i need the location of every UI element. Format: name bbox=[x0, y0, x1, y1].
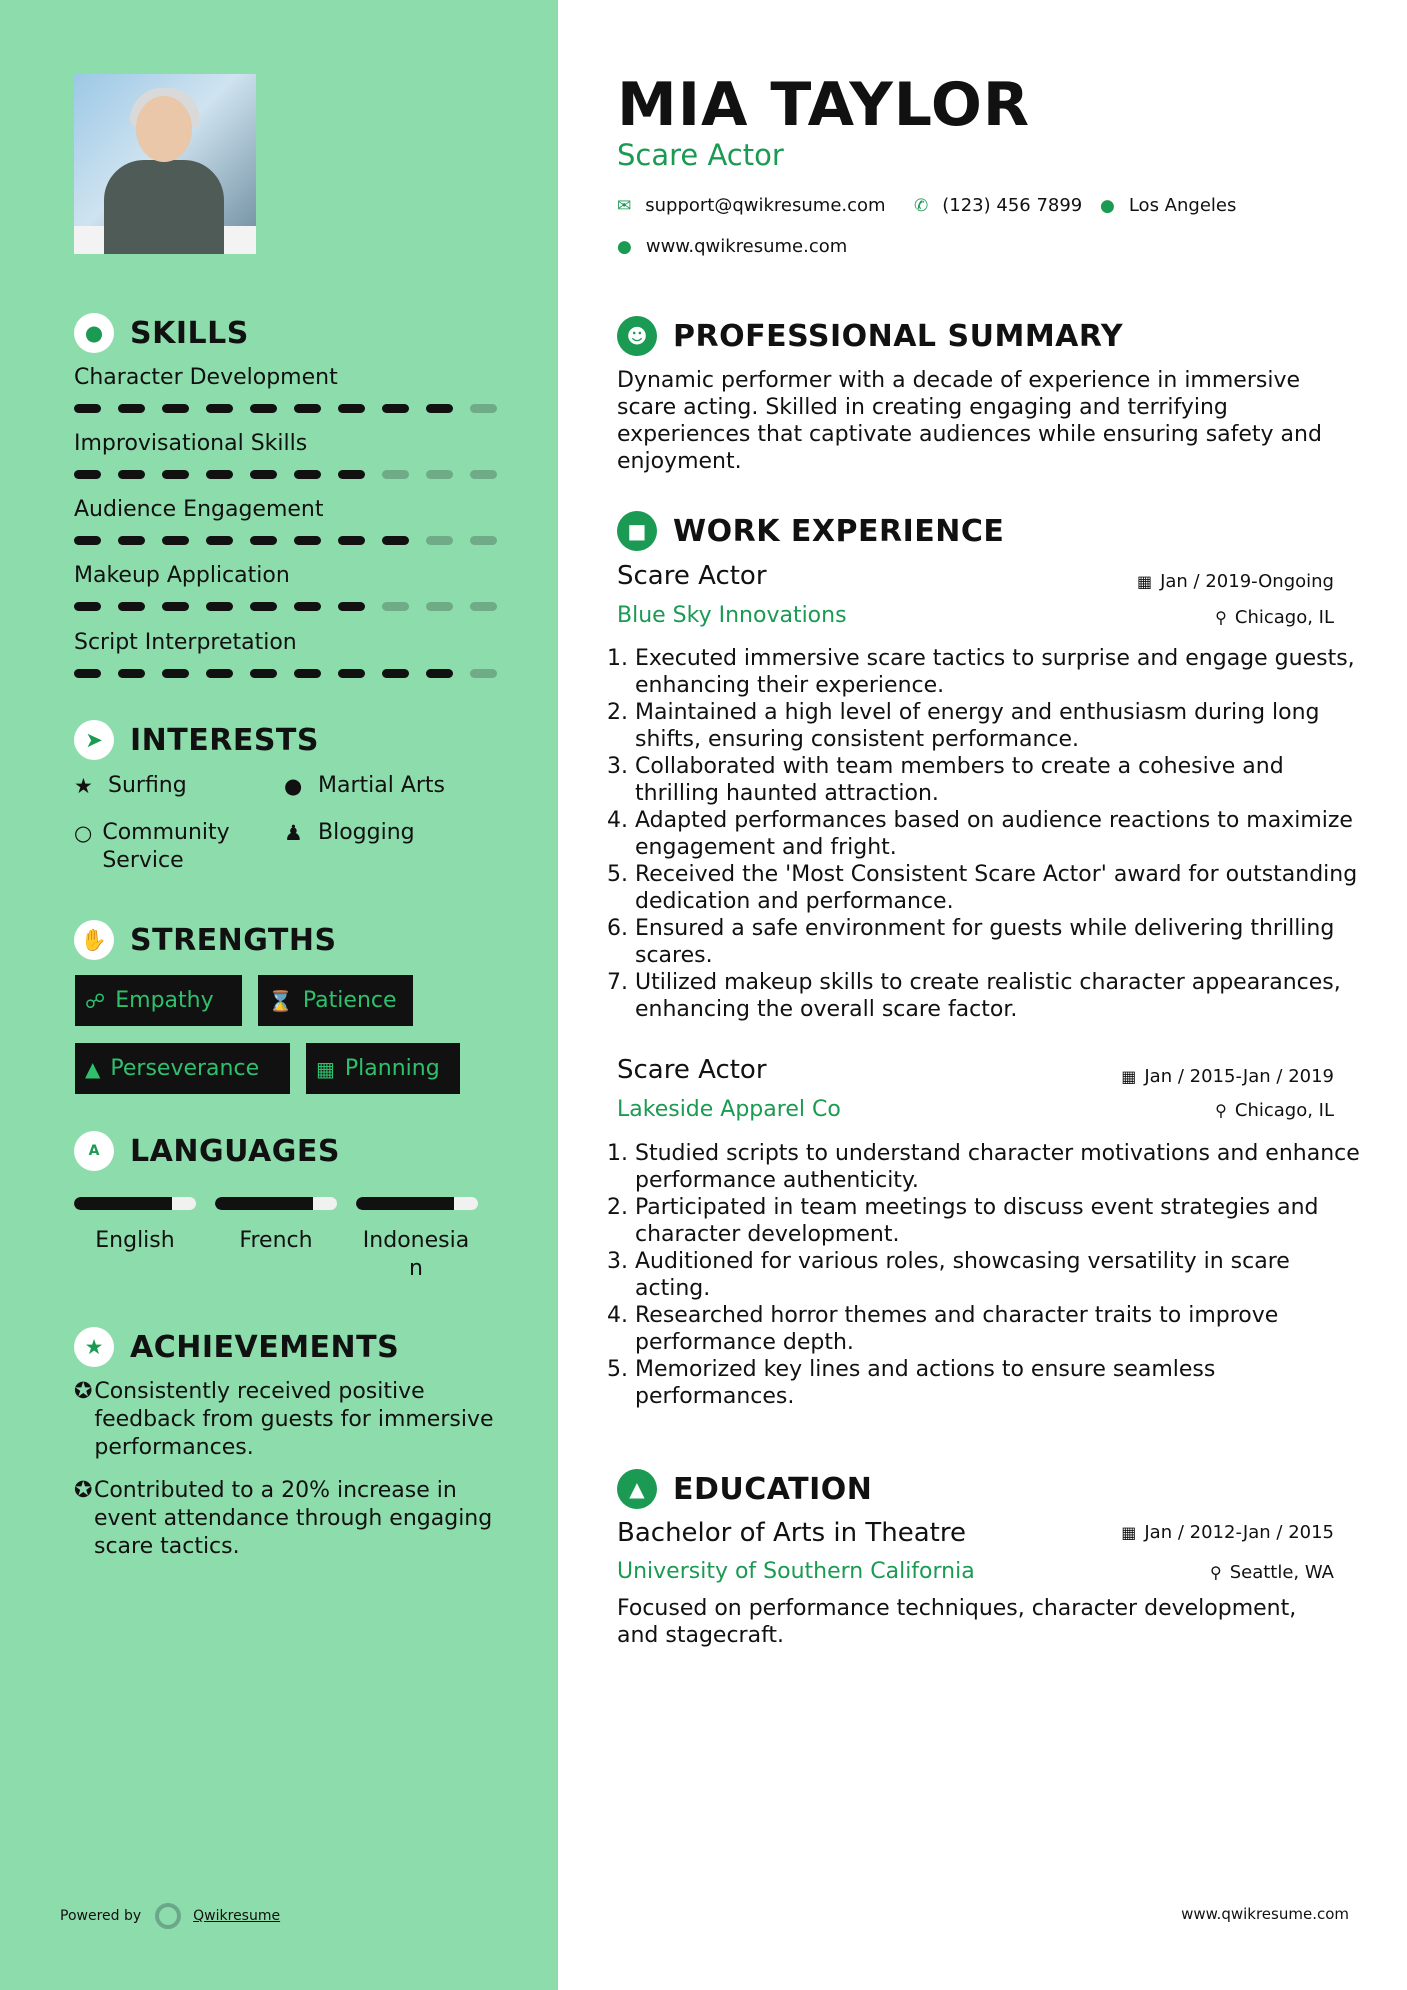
job-location: ⚲ Chicago, IL bbox=[1215, 607, 1334, 628]
language-name: English bbox=[95, 1228, 175, 1253]
skill-dash bbox=[294, 536, 321, 545]
skill-dash bbox=[162, 470, 189, 479]
summary-heading: ☻ PROFESSIONAL SUMMARY bbox=[617, 316, 1123, 356]
calendar-icon: ▦ bbox=[316, 1056, 335, 1081]
pushpin-icon: ⚲ bbox=[1209, 1563, 1222, 1582]
skill-dash bbox=[74, 404, 101, 413]
skill-dash bbox=[74, 536, 101, 545]
job-bullet: 3. Auditioned for various roles, showcasing versatility in scare acting. bbox=[635, 1248, 1363, 1302]
language-icon: A bbox=[74, 1131, 114, 1171]
phone-icon: ✆ bbox=[914, 195, 929, 216]
skill-dash bbox=[294, 602, 321, 611]
skill-dash bbox=[426, 404, 453, 413]
skill-dash bbox=[382, 404, 409, 413]
job-bullet: 4. Researched horror themes and character traits to improve performance depth. bbox=[635, 1302, 1363, 1356]
education-heading: ▲ EDUCATION bbox=[617, 1469, 872, 1509]
language-level-fill bbox=[356, 1197, 454, 1210]
skill-rating bbox=[74, 536, 504, 545]
job-bullet: 4. Adapted performances based on audience reactions to maximize engagement and fright. bbox=[635, 807, 1363, 861]
skill-dash bbox=[426, 669, 453, 678]
experience-heading: ■ WORK EXPERIENCE bbox=[617, 511, 1004, 551]
hand-icon: ○ bbox=[74, 821, 93, 845]
skill-dash bbox=[250, 470, 277, 479]
language-level-fill bbox=[74, 1197, 172, 1210]
calendar-icon: ▦ bbox=[1121, 1523, 1137, 1542]
skill-dash bbox=[470, 470, 497, 479]
skill-dash bbox=[162, 669, 189, 678]
job-company: Blue Sky Innovations bbox=[617, 603, 847, 628]
strength-tag: ⌛ Patience bbox=[258, 975, 413, 1026]
skill-rating bbox=[74, 470, 504, 479]
pushpin-icon: ⚲ bbox=[1215, 1101, 1227, 1120]
job-company: Lakeside Apparel Co bbox=[617, 1097, 841, 1122]
email-contact[interactable]: ✉ support@qwikresume.com bbox=[617, 195, 886, 216]
job-bullets bbox=[617, 1140, 1363, 1410]
strength-tag: ☍ Empathy bbox=[75, 975, 242, 1026]
skill-dash bbox=[118, 404, 145, 413]
skill-dash bbox=[118, 669, 145, 678]
skill-dash bbox=[338, 536, 365, 545]
job-dates: ▦ Jan / 2019-Ongoing bbox=[1136, 571, 1334, 592]
globe-icon: ● bbox=[617, 236, 632, 257]
job-bullet: 5. Memorized key lines and actions to ensure seamless performances. bbox=[635, 1356, 1363, 1410]
skills-heading: ● SKILLS bbox=[74, 313, 249, 353]
job-bullet: 5. Received the 'Most Consistent Scare Actor' award for outstanding dedication and performance. bbox=[635, 861, 1363, 915]
skill-dash bbox=[338, 669, 365, 678]
job-bullet: 3. Collaborated with team members to create a cohesive and thrilling haunted attraction. bbox=[635, 753, 1363, 807]
language-level-bar bbox=[356, 1197, 478, 1210]
achievement-item: ✪ Contributed to a 20% increase in event attendance through engaging scare tactics. bbox=[74, 1478, 493, 1559]
skill-dash bbox=[206, 536, 233, 545]
interests-heading: ➤ INTERESTS bbox=[74, 720, 319, 760]
skill-dash bbox=[294, 669, 321, 678]
skill-dash bbox=[250, 536, 277, 545]
skill-dash bbox=[250, 404, 277, 413]
skill-dash bbox=[162, 536, 189, 545]
skill-dash bbox=[382, 669, 409, 678]
strengths-heading: ✋ STRENGTHS bbox=[74, 920, 337, 960]
skill-dash bbox=[162, 404, 189, 413]
globe-icon: ● bbox=[284, 774, 303, 798]
job-title: Scare Actor bbox=[617, 1055, 767, 1085]
job-bullet: 2. Participated in team meetings to discuss event strategies and character development. bbox=[635, 1194, 1363, 1248]
skill-dash bbox=[338, 470, 365, 479]
interest-item: ○ Community Service bbox=[74, 820, 230, 873]
job-bullet: 6. Ensured a safe environment for guests while delivering thrilling scares. bbox=[635, 915, 1363, 969]
skill-dash bbox=[206, 602, 233, 611]
education-location: ⚲ Seattle, WA bbox=[1209, 1562, 1334, 1583]
summary-text: Dynamic performer with a decade of experience in immersive scare acting. Skilled in creating engaging and terrifying experiences that captivate audiences while ensuring safety and enjoyment. bbox=[617, 368, 1322, 474]
job-title: Scare Actor bbox=[617, 561, 767, 591]
strength-tag: ▦ Planning bbox=[306, 1043, 460, 1094]
envelope-icon: ✉ bbox=[617, 195, 632, 216]
skill-dash bbox=[382, 470, 409, 479]
user-icon: ☻ bbox=[617, 316, 657, 356]
powered-by: Powered by Qwikresume bbox=[60, 1903, 280, 1929]
skill-rating bbox=[74, 404, 504, 413]
language-name: Indonesian bbox=[362, 1228, 470, 1281]
skill-dash bbox=[470, 602, 497, 611]
skill-dash bbox=[470, 404, 497, 413]
interest-item: ♟ Blogging bbox=[284, 820, 415, 845]
language-level-fill bbox=[215, 1197, 313, 1210]
language-level-bar bbox=[74, 1197, 196, 1210]
footer-url[interactable]: www.qwikresume.com bbox=[1181, 1905, 1349, 1923]
fist-icon: ✋ bbox=[74, 920, 114, 960]
skill-name: Character Development bbox=[74, 365, 338, 390]
skill-name: Audience Engagement bbox=[74, 497, 324, 522]
language-name: French bbox=[239, 1228, 313, 1253]
education-text: Focused on performance techniques, character development, and stagecraft. bbox=[617, 1596, 1297, 1648]
candidate-role: Scare Actor bbox=[617, 138, 784, 172]
education-dates: ▦ Jan / 2012-Jan / 2015 bbox=[1121, 1522, 1334, 1543]
skill-dash bbox=[294, 404, 321, 413]
skill-dash bbox=[426, 602, 453, 611]
skill-name: Script Interpretation bbox=[74, 630, 297, 655]
location-contact: ● Los Angeles bbox=[1100, 195, 1237, 216]
skill-name: Makeup Application bbox=[74, 563, 290, 588]
skill-dash bbox=[382, 602, 409, 611]
star-icon: ★ bbox=[74, 774, 93, 798]
job-bullet: 1. Studied scripts to understand character motivations and enhance performance authenticity. bbox=[635, 1140, 1363, 1194]
phone-contact[interactable]: ✆ (123) 456 7899 bbox=[914, 195, 1083, 216]
skill-dash bbox=[74, 602, 101, 611]
languages-heading: A LANGUAGES bbox=[74, 1131, 340, 1171]
language-level-bar bbox=[215, 1197, 337, 1210]
job-bullet: 7. Utilized makeup skills to create realistic character appearances, enhancing the overall scare factor. bbox=[635, 969, 1363, 1023]
skill-dash bbox=[250, 669, 277, 678]
skill-dash bbox=[338, 404, 365, 413]
skill-rating bbox=[74, 669, 504, 678]
skill-name: Improvisational Skills bbox=[74, 431, 308, 456]
lightbulb-icon: ● bbox=[74, 313, 114, 353]
skill-dash bbox=[250, 602, 277, 611]
skill-dash bbox=[118, 470, 145, 479]
qwikresume-link[interactable]: Qwikresume bbox=[193, 1908, 281, 1924]
skill-dash bbox=[338, 602, 365, 611]
job-bullet: 1. Executed immersive scare tactics to surprise and engage guests, enhancing their experience. bbox=[635, 645, 1363, 699]
paper-plane-icon: ➤ bbox=[74, 720, 114, 760]
candidate-name: MIA TAYLOR bbox=[617, 70, 1031, 140]
skill-dash bbox=[118, 536, 145, 545]
skill-dash bbox=[162, 602, 189, 611]
skill-rating bbox=[74, 602, 504, 611]
website-contact[interactable]: ● www.qwikresume.com bbox=[617, 236, 848, 257]
skill-dash bbox=[206, 404, 233, 413]
job-bullet: 2. Maintained a high level of energy and enthusiasm during long shifts, ensuring consistent performance. bbox=[635, 699, 1363, 753]
skill-dash bbox=[118, 602, 145, 611]
pushpin-icon: ⚲ bbox=[1215, 608, 1227, 627]
skill-dash bbox=[294, 470, 321, 479]
interest-item: ★ Surfing bbox=[74, 773, 187, 798]
skill-dash bbox=[382, 536, 409, 545]
job-dates: ▦ Jan / 2015-Jan / 2019 bbox=[1121, 1066, 1334, 1087]
star-burst-icon: ✪ bbox=[74, 1379, 93, 1404]
skill-dash bbox=[74, 470, 101, 479]
degree-title: Bachelor of Arts in Theatre bbox=[617, 1518, 966, 1548]
skill-dash bbox=[206, 669, 233, 678]
sidebar bbox=[0, 0, 558, 1990]
star-badge-icon: ★ bbox=[74, 1327, 114, 1367]
achievements-heading: ★ ACHIEVEMENTS bbox=[74, 1327, 399, 1367]
skill-dash bbox=[74, 669, 101, 678]
qwikresume-logo-icon bbox=[155, 1903, 181, 1929]
users-icon: ♟ bbox=[284, 821, 303, 845]
hourglass-icon: ⌛ bbox=[268, 988, 293, 1013]
skill-dash bbox=[426, 470, 453, 479]
star-burst-icon: ✪ bbox=[74, 1478, 93, 1503]
profile-photo bbox=[74, 74, 256, 254]
chair-icon: ■ bbox=[617, 511, 657, 551]
calendar-icon: ▦ bbox=[1121, 1067, 1137, 1086]
binoculars-icon: ▲ bbox=[85, 1056, 101, 1081]
handshake-icon: ☍ bbox=[85, 988, 106, 1013]
graduate-icon: ▲ bbox=[617, 1469, 657, 1509]
job-location: ⚲ Chicago, IL bbox=[1215, 1100, 1334, 1121]
strength-tag: ▲ Perseverance bbox=[75, 1043, 290, 1094]
achievement-item: ✪ Consistently received positive feedback from guests for immersive performances. bbox=[74, 1379, 494, 1460]
skill-dash bbox=[470, 536, 497, 545]
skill-dash bbox=[470, 669, 497, 678]
calendar-icon: ▦ bbox=[1136, 572, 1153, 591]
skill-dash bbox=[206, 470, 233, 479]
interest-item: ● Martial Arts bbox=[284, 773, 446, 798]
map-pin-icon: ● bbox=[1100, 195, 1115, 216]
school-name: University of Southern California bbox=[617, 1559, 975, 1584]
skill-dash bbox=[426, 536, 453, 545]
job-bullets bbox=[617, 645, 1363, 1023]
